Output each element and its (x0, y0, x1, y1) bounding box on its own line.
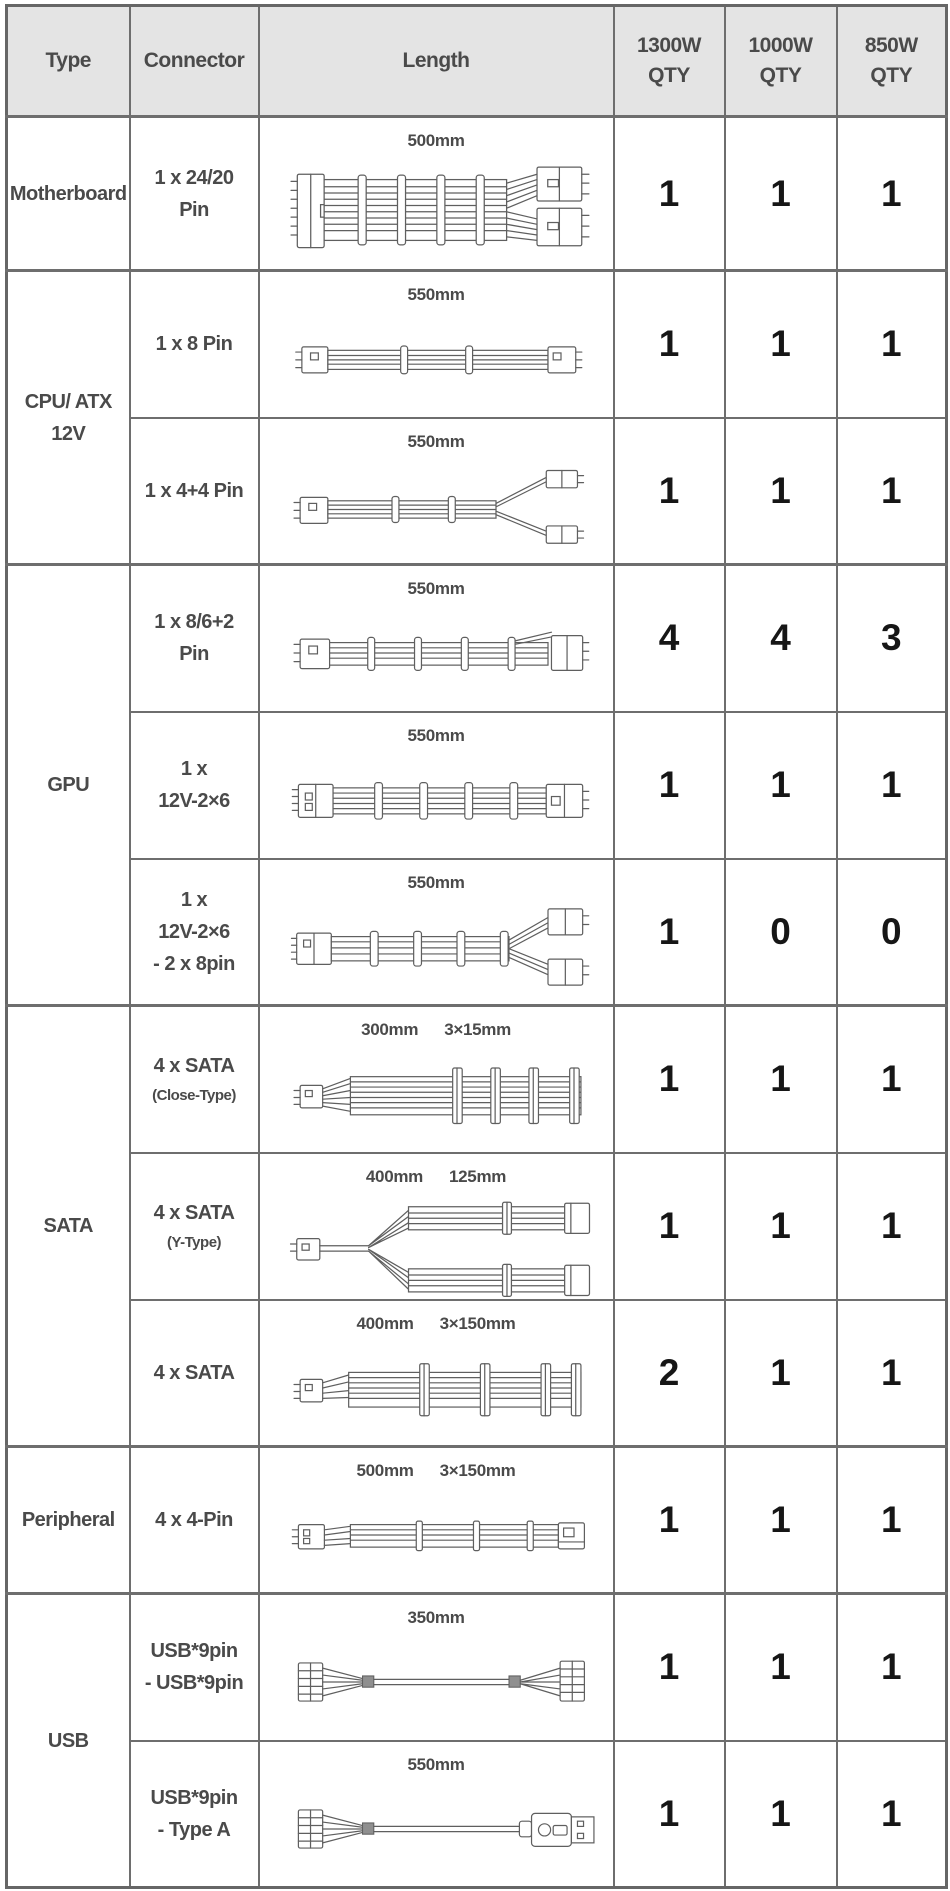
cable-sata-close-type-icon (283, 1042, 605, 1146)
length-cell (259, 859, 614, 1006)
length-label: 500mm 3×150mm (356, 1461, 516, 1480)
col-header-1000w-qty (725, 6, 837, 117)
table-row (7, 1300, 947, 1447)
connector-cell: 4 x SATA (130, 1300, 259, 1447)
qty-cell-850w: 1 (837, 117, 947, 271)
qty-cell-850w: 1 (837, 1006, 947, 1153)
connector-cell: 1 x 4+4 Pin (130, 418, 259, 565)
length-cell (259, 565, 614, 712)
type-cell-sata: SATA (7, 1006, 130, 1447)
type-cell-peripheral: Peripheral (7, 1447, 130, 1594)
length-label: 550mm (407, 1754, 465, 1774)
length-cell (259, 1300, 614, 1447)
col-header-connector: Connector (130, 6, 259, 117)
length-label: 350mm (407, 1608, 465, 1627)
table-row (7, 1153, 947, 1300)
col-header-type: Type (7, 6, 130, 117)
cable-24-20-pin-icon (283, 153, 605, 267)
table-row (7, 712, 947, 859)
length-cell (259, 1153, 614, 1300)
cable-usb9pin-usb9pin-icon (283, 1630, 605, 1734)
table-row (7, 1741, 947, 1888)
type-cell-gpu: GPU (7, 565, 130, 1006)
connector-cell: 1 x 12V-2×6 (130, 712, 259, 859)
table-row (7, 859, 947, 1006)
qty-cell-850w: 1 (837, 1594, 947, 1741)
col-header-1300w-qty (614, 6, 725, 117)
length-cell (259, 1741, 614, 1888)
length-label: 400mm 125mm (365, 1166, 507, 1186)
type-cell-usb: USB (7, 1594, 130, 1888)
cable-usb9pin-typea-icon (283, 1777, 605, 1881)
cable-12v-2x6-to-2x8pin-icon (283, 895, 605, 999)
qty-cell-1300w: 1 (614, 1741, 725, 1888)
qty-cell-1300w: 1 (614, 712, 725, 859)
col-header-1000w: 1000W (748, 33, 813, 57)
table-row (7, 271, 947, 418)
qty-cell-1000w: 1 (725, 712, 837, 859)
qty-cell-850w: 3 (837, 565, 947, 712)
cable-sata-y-type-icon (283, 1189, 605, 1299)
cable-8-pin-icon (283, 307, 605, 411)
col-header-850w-qty (837, 6, 947, 117)
connector-note: (Close-Type) (152, 1087, 236, 1105)
table-row (7, 117, 947, 271)
header-row (7, 6, 947, 117)
length-label: 550mm (407, 872, 465, 892)
qty-cell-1000w: 1 (725, 1153, 837, 1300)
connector-cell: USB*9pin - USB*9pin (130, 1594, 259, 1741)
qty-cell-1000w: 1 (725, 1594, 837, 1741)
qty-cell-1300w: 1 (614, 1594, 725, 1741)
table-row (7, 1447, 947, 1594)
cable-12v-2x6-icon (283, 748, 605, 852)
col-header-1000w-qty-label: QTY (759, 64, 802, 87)
col-header-length: Length (259, 6, 614, 117)
table-row (7, 418, 947, 565)
length-cell (259, 117, 614, 271)
qty-cell-850w: 1 (837, 1153, 947, 1300)
connector-cell: 4 x SATA (Y-Type) (130, 1153, 259, 1300)
qty-cell-850w: 1 (837, 1741, 947, 1888)
cable-8-6plus2-pin-icon (283, 601, 605, 705)
connector-cell: 4 x 4-Pin (130, 1447, 259, 1594)
table-row (7, 565, 947, 712)
col-header-850w: 850W (864, 33, 918, 57)
table-row (7, 1006, 947, 1153)
qty-cell-850w: 1 (837, 712, 947, 859)
qty-cell-1300w: 1 (614, 1006, 725, 1153)
qty-cell-1000w: 1 (725, 418, 837, 565)
qty-cell-1000w: 1 (725, 1741, 837, 1888)
connector-note: (Y-Type) (166, 1234, 222, 1251)
length-label: 550mm (407, 725, 465, 745)
length-cell (259, 418, 614, 565)
qty-cell-1300w: 4 (614, 565, 725, 712)
qty-cell-1300w: 1 (614, 859, 725, 1006)
qty-cell-1300w: 1 (614, 418, 725, 565)
length-cell (259, 271, 614, 418)
col-header-1300w-qty-label: QTY (648, 64, 690, 87)
qty-cell-850w: 0 (837, 859, 947, 1006)
type-cell-motherboard: Motherboard (7, 117, 130, 271)
col-header-1300w: 1300W (636, 33, 702, 57)
length-label: 550mm (407, 579, 465, 598)
type-cell-cpu-atx-12v: CPU/ ATX 12V (7, 271, 130, 565)
cable-sata-straight-icon (283, 1336, 605, 1440)
qty-cell-1300w: 1 (614, 1153, 725, 1300)
qty-cell-1000w: 1 (725, 271, 837, 418)
qty-cell-1000w: 1 (725, 1300, 837, 1447)
connector-cell: 1 x 12V-2×6 - 2 x 8pin (130, 859, 259, 1006)
qty-cell-850w: 1 (837, 1447, 947, 1594)
connector-cell: 1 x 8 Pin (130, 271, 259, 418)
connector-cell: USB*9pin - Type A (130, 1741, 259, 1888)
connector-cell: 1 x 24/20 Pin (130, 117, 259, 271)
qty-cell-1000w: 0 (725, 859, 837, 1006)
qty-cell-1000w: 1 (725, 1447, 837, 1594)
qty-cell-1300w: 1 (614, 117, 725, 271)
connector-cell: 1 x 8/6+2 Pin (130, 565, 259, 712)
qty-cell-1000w: 4 (725, 565, 837, 712)
length-cell (259, 1006, 614, 1153)
qty-cell-1000w: 1 (725, 117, 837, 271)
cable-peripheral-4pin-icon (283, 1483, 605, 1587)
length-label: 500mm (407, 131, 465, 150)
length-label: 550mm (407, 431, 465, 451)
length-label: 400mm 3×150mm (356, 1313, 516, 1333)
cable-4plus4-pin-icon (283, 454, 605, 558)
col-header-850w-qty-label: QTY (870, 64, 913, 87)
connector-cell: 4 x SATA (Close-Type) (130, 1006, 259, 1153)
qty-cell-850w: 1 (837, 271, 947, 418)
table-row (7, 1594, 947, 1741)
qty-cell-1000w: 1 (725, 1006, 837, 1153)
length-cell (259, 1447, 614, 1594)
qty-cell-850w: 1 (837, 418, 947, 565)
qty-cell-1300w: 1 (614, 1447, 725, 1594)
qty-cell-1300w: 1 (614, 271, 725, 418)
length-cell (259, 1594, 614, 1741)
length-cell (259, 712, 614, 859)
qty-cell-1300w: 2 (614, 1300, 725, 1447)
cable-spec-table (5, 4, 948, 1889)
qty-cell-850w: 1 (837, 1300, 947, 1447)
length-label: 300mm 3×15mm (361, 1020, 511, 1039)
length-label: 550mm (407, 285, 465, 304)
